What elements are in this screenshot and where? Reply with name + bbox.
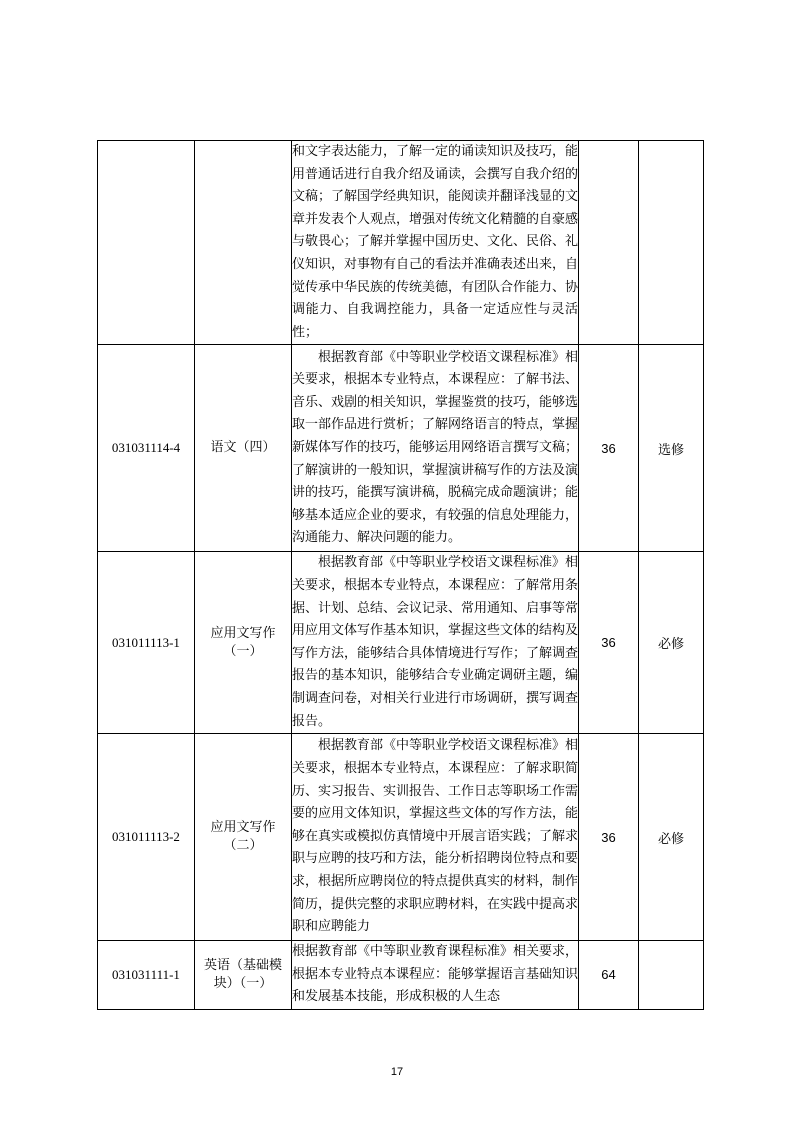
course-hours-cell: 64 [579,941,639,1010]
page-number: 17 [390,1066,404,1078]
course-type-cell: 必修 [639,552,704,734]
course-description-text: 根据教育部《中等职业学校语文课程标准》相关要求，根据本专业特点，本课程应：了解常用条据、计划、总结、会议记录、常用通知、启事等常用应用文体写作基本知识，掌握这些文体的结构及写作方法，能够结合具体情境进行写作；了解调查报告的基本知识，能够结合专业确定调研主题，编制调查问卷，对相关行业进行市场调研，撰写调查报告。 [292,555,579,729]
course-hours-cell [579,141,639,345]
course-description-cell [292,734,579,941]
course-name-cell: 语文（四） [195,345,292,552]
course-name-cell: 应用文写作（二） [195,734,292,941]
table-row [98,345,704,552]
course-description-cell [292,552,579,734]
course-code-cell: 031011113-1 [98,552,195,734]
course-type-cell [639,141,704,345]
course-description-text: 根据教育部《中等职业学校语文课程标准》相关要求，根据本专业特点，本课程应：了解求职简历、实习报告、实训报告、工作日志等职场工作需要的应用文体知识，掌握这些文体的写作方法，能够在真实或模拟仿真情境中开展言语实践；了解求职与应聘的技巧和方法，能分析招聘岗位特点和要求，根据所应聘岗位的特点提供真实的材料，制作简历，提供完整的求职应聘材料，在实践中提高求职和应聘能力 [292,738,579,935]
course-hours-cell: 36 [579,345,639,552]
course-code-cell: 031011113-2 [98,734,195,941]
course-table [97,140,704,1010]
course-type-cell: 选修 [639,345,704,552]
course-description-cell [292,941,579,1010]
course-hours-cell: 36 [579,552,639,734]
course-description-text: 根据教育部《中等职业学校语文课程标准》相关要求，根据本专业特点，本课程应：了解书法、音乐、戏剧的相关知识，掌握鉴赏的技巧，能够选取一部作品进行赏析；了解网络语言的特点，掌握新媒体写作的技巧，能够运用网络语言撰写文稿；了解演讲的一般知识，掌握演讲稿写作的方法及演讲的技巧，能撰写演讲稿，脱稿完成命题演讲；能够基本适应企业的要求，有较强的信息处理能力，沟通能力、解决问题的能力。 [292,349,579,546]
course-description-cell [292,345,579,552]
course-type-cell [639,941,704,1010]
table-row [98,552,704,734]
course-code-cell [98,141,195,345]
table-row [98,734,704,941]
course-name-cell: 应用文写作（一） [195,552,292,734]
course-code-cell: 031031111-1 [98,941,195,1010]
course-description-text: 和文字表达能力，了解一定的诵读知识及技巧，能用普通话进行自我介绍及诵读，会撰写自我介绍的文稿；了解国学经典知识，能阅读并翻译浅显的文章并发表个人观点，增强对传统文化精髓的自豪感与敬畏心；了解并掌握中国历史、文化、民俗、礼仪知识，对事物有自己的看法并准确表述出来，自觉传承中华民族的传统美德，有团队合作能力、协调能力、自我调控能力，具备一定适应性与灵活性； [292,144,579,340]
course-type-cell: 必修 [639,734,704,941]
course-name-cell [195,141,292,345]
course-description-text: 根据教育部《中等职业教育课程标准》相关要求，根据本专业特点本课程应：能够掌握语言基础知识和发展基本技能，形成积极的人生态 [292,944,579,1005]
table-row [98,141,704,345]
course-hours-cell: 36 [579,734,639,941]
course-description-cell [292,141,579,345]
table-row [98,941,704,1010]
course-name-cell: 英语（基础模块）（一） [195,941,292,1010]
course-code-cell: 031031114-4 [98,345,195,552]
